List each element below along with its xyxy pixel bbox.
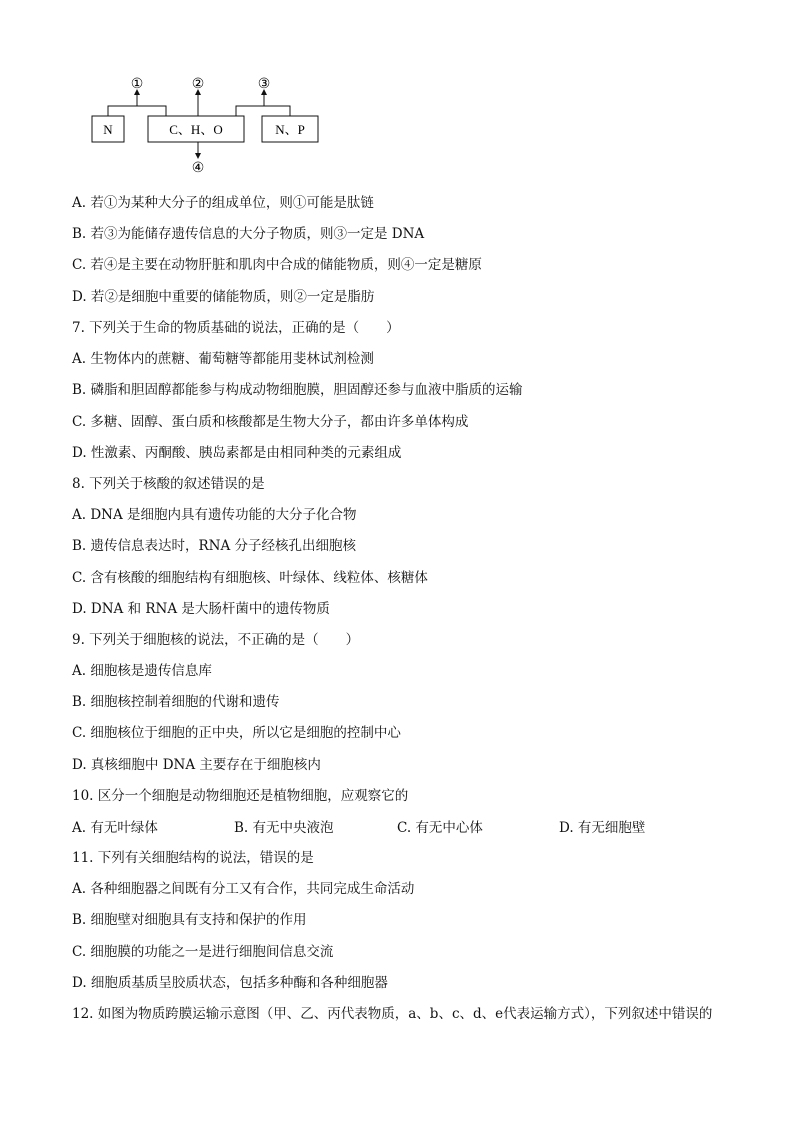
q9-option-b: B. 细胞核控制着细胞的代谢和遗传 <box>72 694 280 710</box>
box-np-label: N、P <box>275 122 305 137</box>
q7-option-d: D. 性激素、丙酮酸、胰岛素都是由相同种类的元素组成 <box>72 445 402 461</box>
q11-option-c: C. 细胞膜的功能之一是进行细胞间信息交流 <box>72 944 334 960</box>
marker-4: ④ <box>191 160 205 174</box>
q7-option-c: C. 多糖、固醇、蛋白质和核酸都是生物大分子，都由许多单体构成 <box>72 414 469 430</box>
q7-stem: 7. 下列关于生命的物质基础的说法，正确的是（ ） <box>72 320 400 336</box>
q10-stem: 10. 区分一个细胞是动物细胞还是植物细胞，应观察它的 <box>72 788 409 804</box>
q10-choices <box>72 816 722 834</box>
q8-option-b: B. 遗传信息表达时，RNA 分子经核孔出细胞核 <box>72 538 357 554</box>
q7-option-b: B. 磷脂和胆固醇都能参与构成动物细胞膜，胆固醇还参与血液中脂质的运输 <box>72 382 523 398</box>
element-composition-diagram <box>86 74 336 174</box>
connector-3 <box>236 106 290 116</box>
q6-option-a: A. 若①为某种大分子的组成单位，则①可能是肽链 <box>72 195 374 211</box>
q10-option-c: C. 有无中心体 <box>397 820 483 836</box>
q11-option-a: A. 各种细胞器之间既有分工又有合作，共同完成生命活动 <box>72 881 415 897</box>
marker-3: ③ <box>257 76 271 92</box>
q11-stem: 11. 下列有关细胞结构的说法，错误的是 <box>72 850 314 866</box>
q10-option-a: A. 有无叶绿体 <box>72 820 158 836</box>
q12-stem: 12. 如图为物质跨膜运输示意图（甲、乙、丙代表物质，a、b、c、d、e代表运输方式），下列叙述中错误的 <box>72 1006 713 1022</box>
q8-stem: 8. 下列关于核酸的叙述错误的是 <box>72 476 265 492</box>
q9-option-d: D. 真核细胞中 DNA 主要存在于细胞核内 <box>72 757 321 773</box>
q11-option-b: B. 细胞壁对细胞具有支持和保护的作用 <box>72 912 307 928</box>
diagram-svg <box>86 74 336 174</box>
q6-option-c: C. 若④是主要在动物肝脏和肌肉中合成的储能物质，则④一定是糖原 <box>72 257 482 273</box>
q9-option-c: C. 细胞核位于细胞的正中央，所以它是细胞的控制中心 <box>72 725 401 741</box>
q9-option-a: A. 细胞核是遗传信息库 <box>72 663 212 679</box>
connector-1 <box>108 106 166 116</box>
marker-1: ① <box>130 76 144 92</box>
q8-option-c: C. 含有核酸的细胞结构有细胞核、叶绿体、线粒体、核糖体 <box>72 570 428 586</box>
q8-option-d: D. DNA 和 RNA 是大肠杆菌中的遗传物质 <box>72 601 330 617</box>
q10-option-d: D. 有无细胞壁 <box>559 820 646 836</box>
box-cho-label: C、H、O <box>169 122 223 137</box>
q7-option-a: A. 生物体内的蔗糖、葡萄糖等都能用斐林试剂检测 <box>72 351 374 367</box>
box-n-label: N <box>103 122 113 137</box>
marker-2: ② <box>191 76 205 92</box>
q8-option-a: A. DNA 是细胞内具有遗传功能的大分子化合物 <box>72 507 357 523</box>
q6-option-b: B. 若③为能储存遗传信息的大分子物质，则③一定是 DNA <box>72 226 425 242</box>
q9-stem: 9. 下列关于细胞核的说法，不正确的是（ ） <box>72 632 360 648</box>
q10-option-b: B. 有无中央液泡 <box>234 820 334 836</box>
q11-option-d: D. 细胞质基质呈胶质状态，包括多种酶和各种细胞器 <box>72 975 388 991</box>
q6-option-d: D. 若②是细胞中重要的储能物质，则②一定是脂肪 <box>72 289 375 305</box>
